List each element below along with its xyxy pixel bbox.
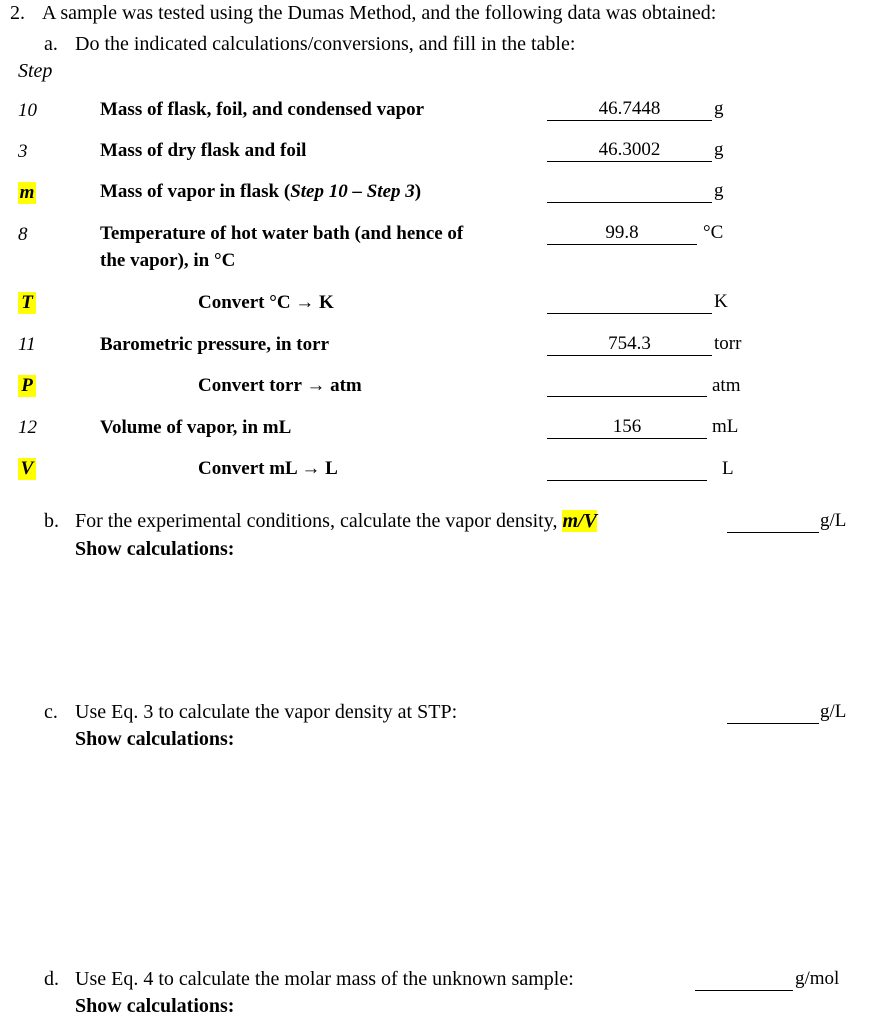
answer-blank[interactable] — [727, 510, 819, 533]
answer-blank[interactable]: 46.7448 — [547, 98, 712, 121]
unit-label: L — [722, 458, 734, 479]
step-label: 8 — [18, 224, 28, 245]
unit-label: g — [714, 98, 724, 119]
answer-blank[interactable] — [547, 291, 712, 314]
part-d-text: Use Eq. 4 to calculate the molar mass of the unknown sample: — [75, 968, 574, 990]
question-number: 2. — [10, 2, 25, 24]
question-text: A sample was tested using the Dumas Method, and the following data was obtained: — [42, 2, 717, 24]
step-label: 10 — [18, 100, 37, 121]
row-description: Mass of vapor in flask (Step 10 – Step 3) — [100, 181, 422, 202]
answer-blank[interactable] — [547, 180, 712, 203]
step-label-highlighted: V — [18, 458, 36, 480]
step-label: 11 — [18, 334, 36, 355]
step-label: 12 — [18, 417, 37, 438]
row-description: Barometric pressure, in torr — [100, 334, 330, 355]
show-calculations-label: Show calculations: — [75, 995, 235, 1017]
unit-label: mL — [712, 416, 739, 437]
row-description-line2: the vapor), in °C — [100, 250, 236, 271]
row-description: Convert mL → L — [198, 458, 338, 479]
unit-label: g/L — [820, 510, 847, 531]
part-b-text: For the experimental conditions, calculate the vapor density, m/V — [75, 510, 597, 532]
answer-blank[interactable]: 46.3002 — [547, 139, 712, 162]
row-description: Volume of vapor, in mL — [100, 417, 292, 438]
answer-blank[interactable] — [727, 701, 819, 724]
unit-label: g — [714, 180, 724, 201]
row-description: Convert torr → atm — [198, 375, 362, 396]
answer-blank[interactable]: 156 — [547, 416, 707, 439]
row-description: Mass of flask, foil, and condensed vapor — [100, 99, 425, 120]
unit-label: g/mol — [795, 968, 840, 989]
answer-blank[interactable]: 754.3 — [547, 333, 712, 356]
part-c-text: Use Eq. 3 to calculate the vapor density at STP: — [75, 701, 458, 723]
step-label: 3 — [18, 141, 28, 162]
unit-label: K — [714, 291, 728, 312]
show-calculations-label: Show calculations: — [75, 728, 235, 750]
unit-label: g/L — [820, 701, 847, 722]
answer-blank[interactable] — [547, 458, 707, 481]
answer-blank[interactable] — [695, 968, 793, 991]
part-c-letter: c. — [44, 701, 58, 723]
part-b-letter: b. — [44, 510, 59, 532]
step-label-highlighted: m — [19, 182, 35, 203]
step-label-highlighted: P — [18, 375, 36, 397]
show-calculations-label: Show calculations: — [75, 538, 235, 560]
step-label-highlighted: T — [18, 292, 36, 314]
step-header: Step — [18, 60, 53, 82]
row-description: Convert °C → K — [198, 292, 334, 313]
part-d-letter: d. — [44, 968, 59, 990]
unit-label: g — [714, 139, 724, 160]
part-a-text: Do the indicated calculations/conversions, and fill in the table: — [75, 33, 576, 55]
answer-blank[interactable] — [547, 374, 707, 397]
answer-blank[interactable]: 99.8 — [547, 222, 697, 245]
row-description: Mass of dry flask and foil — [100, 140, 307, 161]
highlighted-term: m/V — [562, 510, 597, 532]
unit-label: torr — [714, 333, 742, 354]
part-a-letter: a. — [44, 33, 58, 55]
unit-label: atm — [712, 375, 741, 396]
unit-label: °C — [703, 222, 724, 243]
row-description-line1: Temperature of hot water bath (and hence of — [100, 223, 464, 244]
